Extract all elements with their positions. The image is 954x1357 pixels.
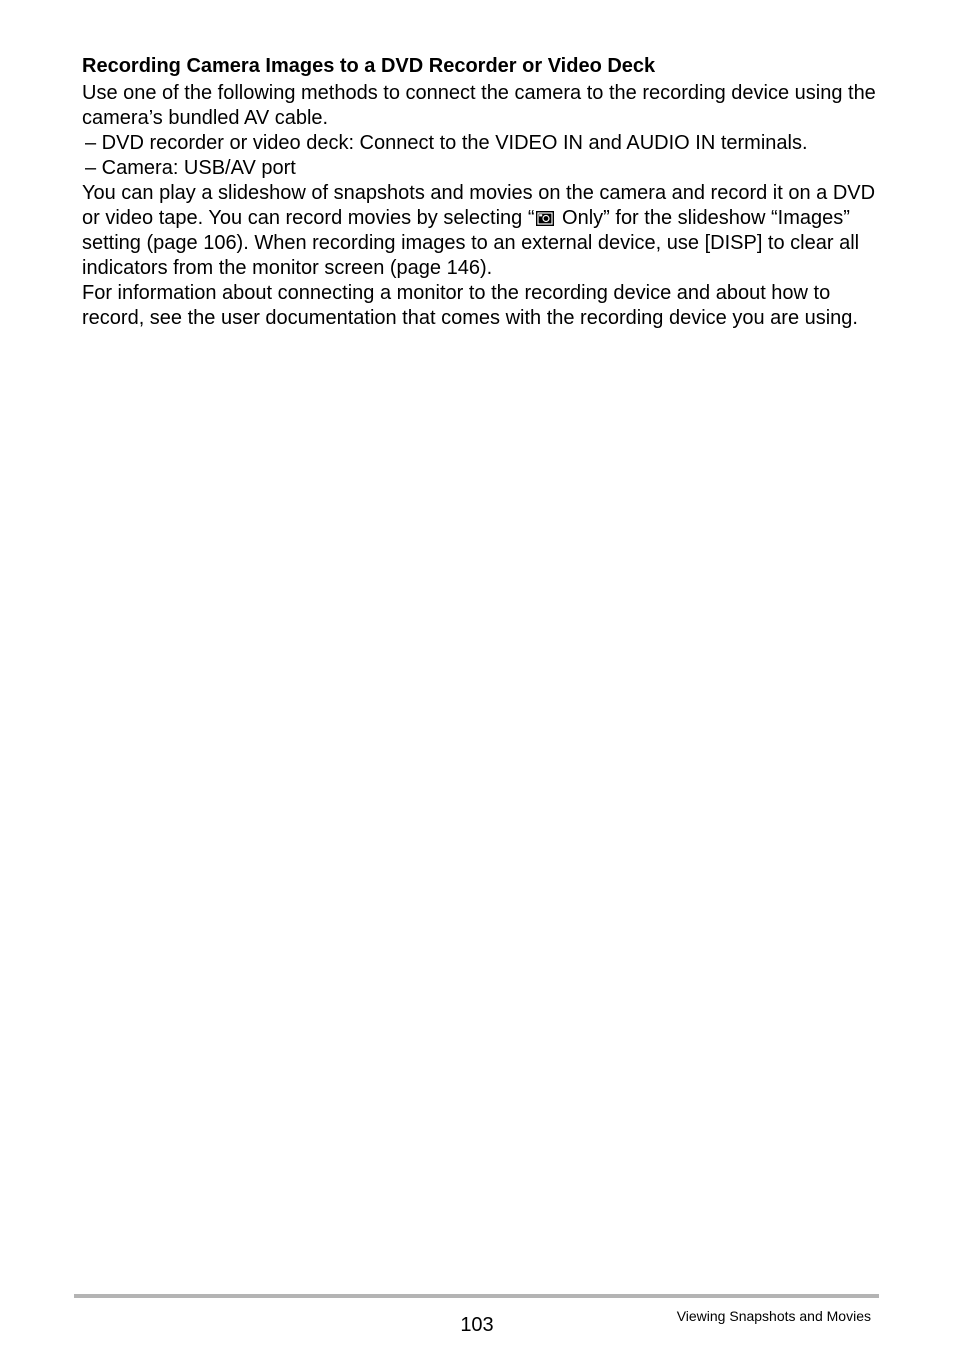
footer-section-name: Viewing Snapshots and Movies bbox=[676, 1308, 871, 1324]
page-number: 103 bbox=[460, 1314, 494, 1336]
bullet-dvd-recorder: – DVD recorder or video deck: Connect to the VIDEO IN and AUDIO IN terminals. bbox=[85, 132, 808, 154]
slideshow-paragraph bbox=[82, 181, 882, 281]
movie-mode-icon bbox=[536, 211, 554, 226]
page-content bbox=[82, 54, 882, 331]
intro-paragraph: Use one of the following methods to connect the camera to the recording device using the camera’s bundled AV cable. bbox=[82, 82, 876, 129]
recording-info-paragraph: For information about connecting a monitor to the recording device and about how to record, see the user documentation that comes with the recording device you are using. bbox=[82, 282, 858, 329]
section-heading: Recording Camera Images to a DVD Recorder or Video Deck bbox=[82, 55, 656, 77]
footer-divider bbox=[74, 1294, 879, 1298]
slideshow-text-after: Only” for the slideshow “Images” setting (page 106). When recording images to an external device, use [DISP] to clear all indicators from the monitor screen (page 146). bbox=[82, 207, 860, 279]
bullet-camera-port: – Camera: USB/AV port bbox=[85, 157, 296, 179]
slideshow-text-before: You can play a slideshow of snapshots and movies on the camera and record it on a DVD or video tape. You can record movies by selecting “ bbox=[82, 182, 876, 229]
